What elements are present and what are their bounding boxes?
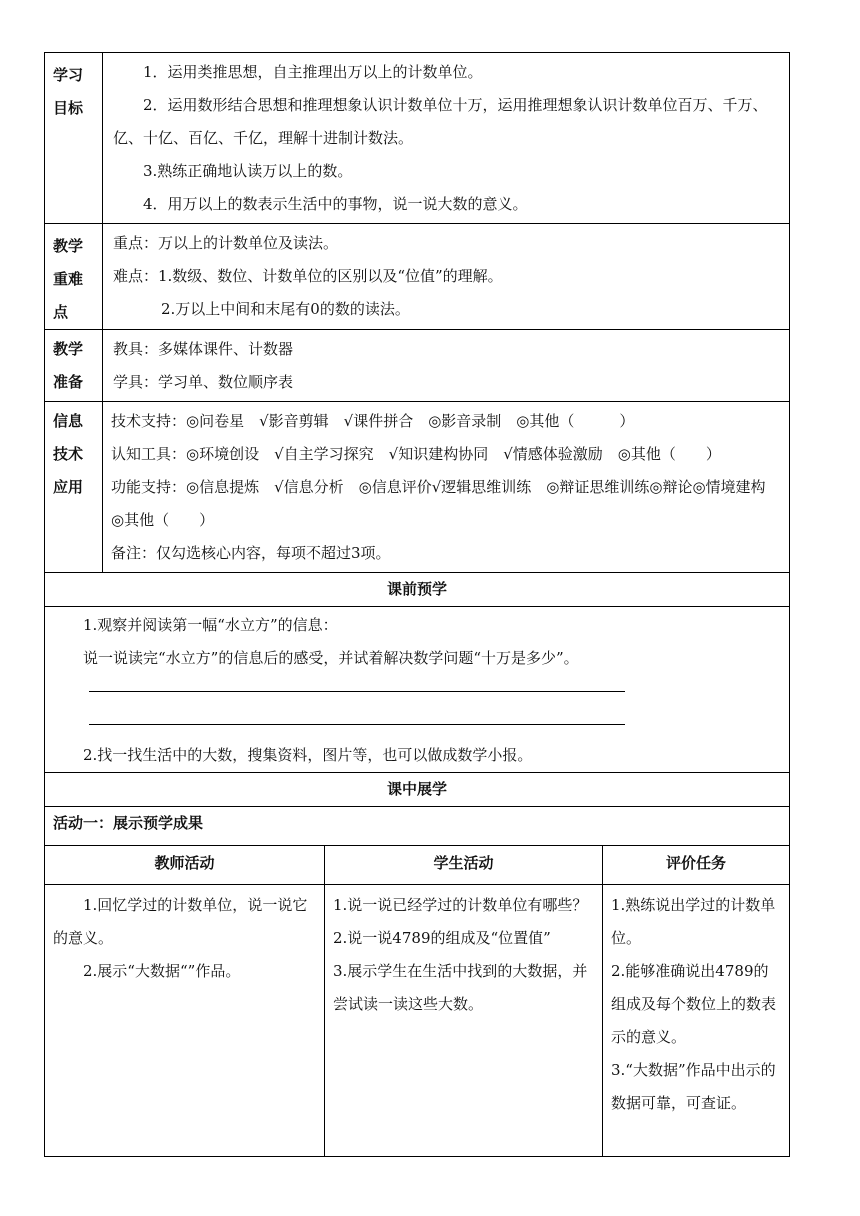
preview-title-row — [45, 572, 789, 606]
evaluation-item: 3.“大数据”作品中出示的数据可靠，可查证。 — [611, 1061, 776, 1112]
label-line: 教学 — [53, 340, 84, 358]
difficulty-text: 难点：1.数级、数位、计数单位的区别以及“位值”的理解。 — [113, 267, 503, 285]
preparation-label — [45, 330, 103, 401]
activity-header-row — [45, 845, 789, 884]
difficulty-text-2: 2.万以上中间和末尾有0的数的读法。 — [161, 300, 410, 318]
label-line: 点 — [53, 303, 69, 321]
evaluation-header: 评价任务 — [665, 854, 726, 872]
preview-row — [45, 606, 789, 772]
label-line: 学习 — [53, 66, 84, 84]
label-line: 技术 — [53, 445, 84, 463]
objective-item: 4．用万以上的数表示生活中的事物，说一说大数的意义。 — [143, 195, 528, 213]
preview-content — [45, 607, 789, 772]
student-tools: 学具：学习单、数位顺序表 — [113, 373, 294, 391]
objective-item: 1．运用类推思想，自主推理出万以上的计数单位。 — [143, 63, 483, 81]
preview-item-2: 2.找一找生活中的大数，搜集资料，图片等，也可以做成数学小报。 — [83, 746, 533, 764]
student-activity-cell — [325, 885, 603, 1156]
note-text: 备注：仅勾选核心内容，每项不超过3项。 — [111, 544, 391, 562]
key-points-label — [45, 224, 103, 329]
objective-item: 2．运用数形结合思想和推理想象认识计数单位十万，运用推理想象认识计数单位百万、千万、亿、十亿、百亿、千亿，理解十进制计数法。 — [113, 96, 768, 147]
preview-item-1-detail: 说一说读完“水立方”的信息后的感受，并试着解决数学问题“十万是多少”。 — [83, 649, 579, 667]
student-activity-item: 2.说一说4789的组成及“位置值” — [333, 929, 551, 947]
key-points-row — [45, 223, 789, 329]
objectives-row — [45, 53, 789, 223]
label-line: 准备 — [53, 373, 84, 391]
answer-line[interactable] — [89, 710, 625, 725]
label-line: 目标 — [53, 99, 84, 117]
preview-item-1: 1.观察并阅读第一幅“水立方”的信息： — [83, 616, 338, 634]
in-class-title-row — [45, 772, 789, 806]
label-line: 教学 — [53, 237, 84, 255]
teacher-activity-item: 2.展示“大数据“”作品。 — [83, 962, 241, 980]
teacher-activity-cell — [45, 885, 325, 1156]
answer-line[interactable] — [89, 677, 625, 692]
student-activity-item: 1.说一说已经学过的计数单位有哪些？ — [333, 896, 588, 914]
objective-item: 3.熟练正确地认读万以上的数。 — [143, 162, 353, 180]
activity-title: 活动一：展示预学成果 — [53, 814, 204, 832]
student-activity-header: 学生活动 — [325, 846, 603, 884]
teacher-tools: 教具：多媒体课件、计数器 — [113, 340, 294, 358]
preview-title: 课前预学 — [386, 580, 447, 598]
activity-title-row — [45, 806, 789, 845]
focus-text: 重点：万以上的计数单位及读法。 — [113, 234, 339, 252]
lesson-plan-table — [44, 52, 790, 1157]
it-application-content — [103, 402, 789, 572]
cognitive-tools-options: 认知工具：◎环境创设 √自主学习探究 √知识建构协同 √情感体验激励 ◎其他（ ） — [111, 445, 721, 463]
preparation-content — [103, 330, 789, 401]
it-application-row — [45, 401, 789, 572]
preparation-row — [45, 329, 789, 401]
objectives-content — [103, 53, 789, 223]
evaluation-item: 2.能够准确说出4789的组成及每个数位上的数表示的意义。 — [611, 962, 777, 1046]
function-support-options: 功能支持：◎信息提炼 √信息分析 ◎信息评价√逻辑思维训练 ◎辩证思维训练◎辩论◎情境建构 ◎其他（ ） — [111, 478, 781, 529]
label-line: 重难 — [53, 270, 84, 288]
evaluation-cell — [603, 885, 789, 1156]
activity-body-row — [45, 884, 789, 1156]
objectives-label — [45, 53, 103, 223]
in-class-title: 课中展学 — [386, 780, 447, 798]
it-application-label — [45, 402, 103, 572]
label-line: 应用 — [53, 478, 84, 496]
student-activity-item: 3.展示学生在生活中找到的大数据，并尝试读一读这些大数。 — [333, 962, 588, 1013]
teacher-activity-item: 1.回忆学过的计数单位，说一说它的意义。 — [53, 896, 308, 947]
teacher-activity-header: 教师活动 — [45, 846, 325, 884]
key-points-content — [103, 224, 789, 329]
evaluation-item: 1.熟练说出学过的计数单位。 — [611, 896, 776, 947]
tech-support-options: 技术支持：◎问卷星 √影音剪辑 √课件拼合 ◎影音录制 ◎其他（ ） — [111, 412, 635, 430]
label-line: 信息 — [53, 412, 84, 430]
